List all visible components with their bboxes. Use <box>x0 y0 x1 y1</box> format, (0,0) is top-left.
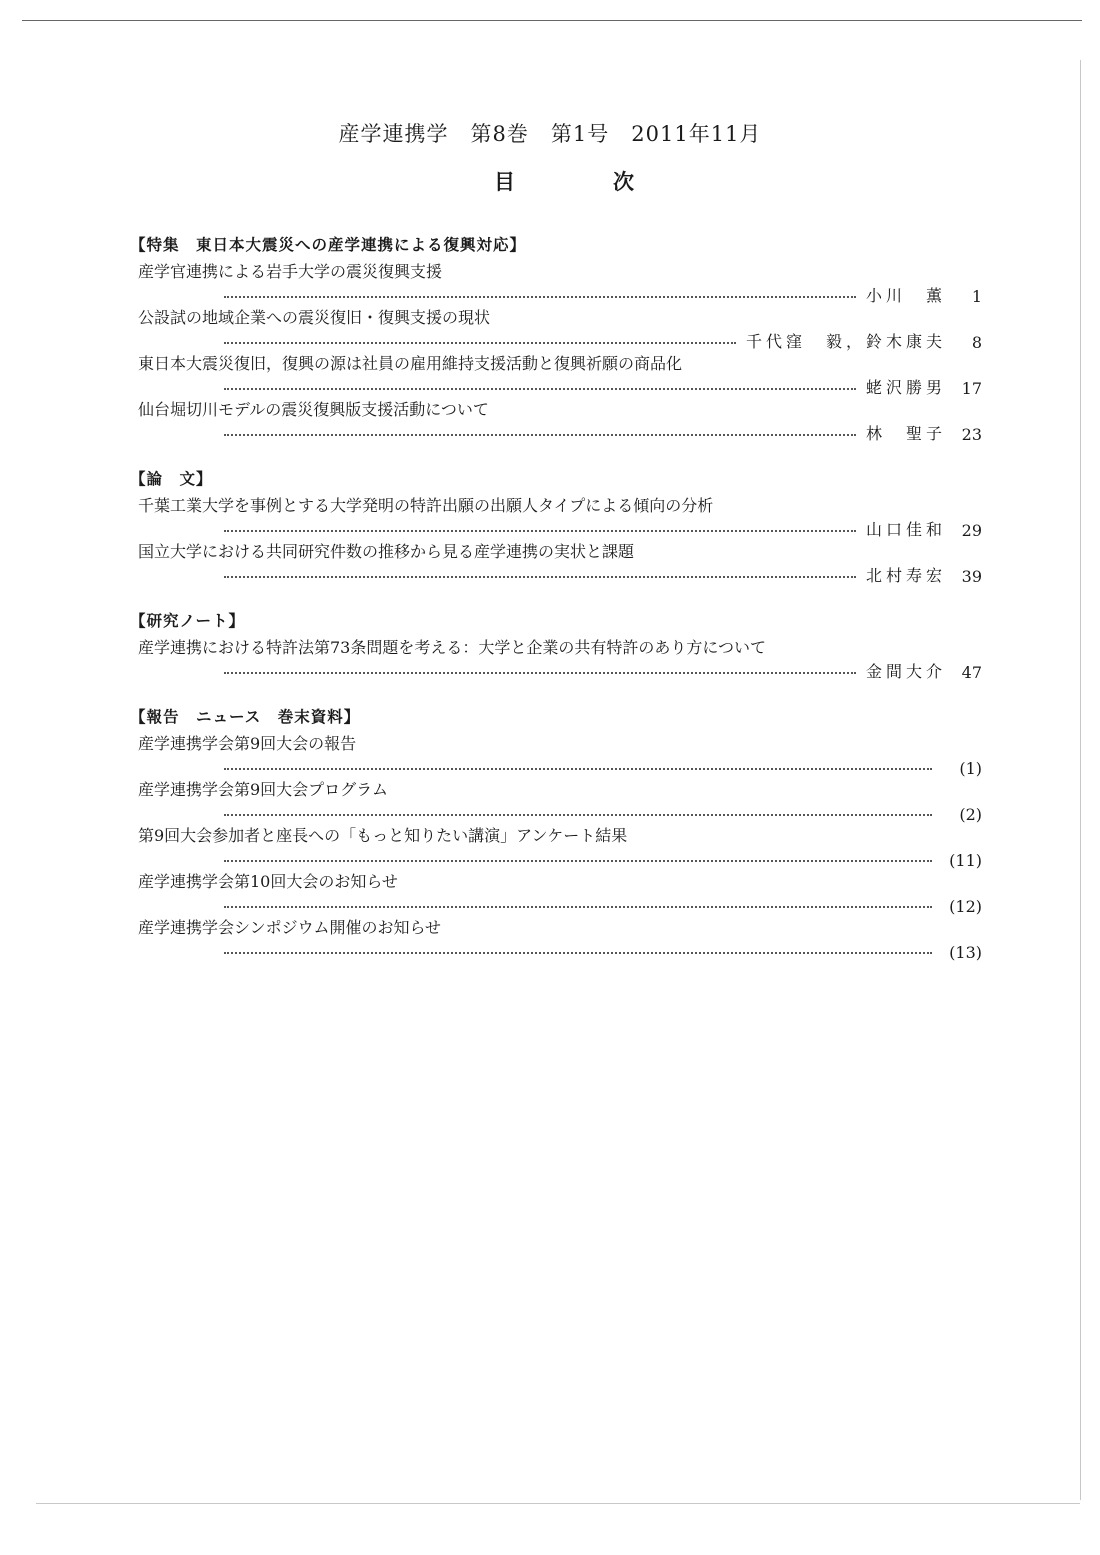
leader-dots <box>224 952 932 954</box>
entry-page: (1) <box>959 759 982 778</box>
section-title: 【研究ノート】 <box>130 612 246 630</box>
entry-title: 産学連携学会シンポジウム開催のお知らせ <box>138 918 441 937</box>
toc-title-char-2: 次 <box>613 170 634 194</box>
entry-title: 第9回大会参加者と座長への「もっと知りたい講演」アンケート結果 <box>138 826 628 845</box>
toc-entry[interactable] <box>130 870 982 916</box>
entry-page: (2) <box>959 805 982 824</box>
entry-page: (13) <box>949 943 982 962</box>
entry-line <box>138 848 982 870</box>
entry-title: 産学連携学会第10回大会のお知らせ <box>138 872 398 891</box>
entry-line <box>138 422 982 444</box>
toc-title <box>494 166 634 196</box>
section-reports <box>130 702 982 962</box>
leader-dots <box>224 768 932 770</box>
toc-entry[interactable] <box>130 352 982 398</box>
leader-dots <box>224 672 856 674</box>
entry-author: 北村寿宏 <box>865 566 946 585</box>
section-special-feature <box>130 230 982 444</box>
right-edge-line <box>1080 60 1081 1500</box>
entry-author: 千代窪 毅，鈴木康夫 <box>745 332 946 351</box>
entry-author: 山口佳和 <box>865 520 946 539</box>
entry-title: 東日本大震災復旧，復興の源は社員の雇用維持支援活動と復興祈願の商品化 <box>138 354 683 373</box>
entry-author: 小川 薫 <box>865 286 946 305</box>
entry-line <box>138 330 982 352</box>
entry-line <box>138 284 982 306</box>
leader-dots <box>224 434 856 436</box>
toc-title-char-1: 目 <box>494 170 515 194</box>
section-research-notes <box>130 606 982 682</box>
toc-entry[interactable] <box>130 398 982 444</box>
toc-entry[interactable] <box>130 916 982 962</box>
toc-entry[interactable] <box>130 824 982 870</box>
entry-title: 産学連携学会第9回大会プログラム <box>138 780 389 799</box>
leader-dots <box>224 814 932 816</box>
entry-page: 17 <box>961 379 982 398</box>
entry-line <box>138 802 982 824</box>
entry-author: 金間大介 <box>865 662 946 681</box>
entry-page: (11) <box>949 851 982 870</box>
leader-dots <box>224 388 856 390</box>
entry-author: 林 聖子 <box>865 424 946 443</box>
toc-entry[interactable] <box>130 636 982 682</box>
entry-line <box>138 940 982 962</box>
entry-page: (12) <box>949 897 982 916</box>
entry-title: 公設試の地域企業への震災復旧・復興支援の現状 <box>138 308 491 327</box>
entry-line <box>138 564 982 586</box>
entry-page: 23 <box>961 425 982 444</box>
toc-entry[interactable] <box>130 260 982 306</box>
entry-page: 1 <box>971 287 982 306</box>
entry-line <box>138 660 982 682</box>
section-title: 【論 文】 <box>130 470 213 488</box>
toc-entry[interactable] <box>130 540 982 586</box>
entry-title: 国立大学における共同研究件数の推移から見る産学連携の実状と課題 <box>138 542 635 561</box>
entry-author: 蛯沢勝男 <box>865 378 946 397</box>
entry-line <box>138 756 982 778</box>
entry-page: 29 <box>961 521 982 540</box>
entry-title: 産学連携学会第9回大会の報告 <box>138 734 357 753</box>
entry-title: 産学官連携による岩手大学の震災復興支援 <box>138 262 443 281</box>
top-rule <box>22 20 1082 21</box>
entry-title: 千葉工業大学を事例とする大学発明の特許出願の出願人タイプによる傾向の分析 <box>138 496 714 515</box>
entry-page: 47 <box>961 663 982 682</box>
leader-dots <box>224 530 856 532</box>
leader-dots <box>224 296 856 298</box>
leader-dots <box>224 576 856 578</box>
entry-line <box>138 518 982 540</box>
bottom-edge-line <box>36 1503 1080 1504</box>
journal-header: 産学連携学 第8巻 第1号 2011年11月 <box>338 122 762 146</box>
entry-title: 仙台堀切川モデルの震災復興版支援活動について <box>138 400 489 419</box>
section-title: 【報告 ニュース 巻末資料】 <box>130 708 361 726</box>
leader-dots <box>224 906 932 908</box>
toc-entry[interactable] <box>130 778 982 824</box>
toc-entry[interactable] <box>130 306 982 352</box>
toc-entry[interactable] <box>130 732 982 778</box>
entry-line <box>138 894 982 916</box>
section-title: 【特集 東日本大震災への産学連携による復興対応】 <box>130 236 527 254</box>
leader-dots <box>224 860 932 862</box>
entry-title: 産学連携における特許法第73条問題を考える：大学と企業の共有特許のあり方について <box>138 638 767 657</box>
section-papers <box>130 464 982 586</box>
leader-dots <box>224 342 736 344</box>
toc-entry[interactable] <box>130 494 982 540</box>
entry-page: 39 <box>961 567 982 586</box>
entry-page: 8 <box>971 333 982 352</box>
table-of-contents <box>130 230 982 982</box>
entry-line <box>138 376 982 398</box>
